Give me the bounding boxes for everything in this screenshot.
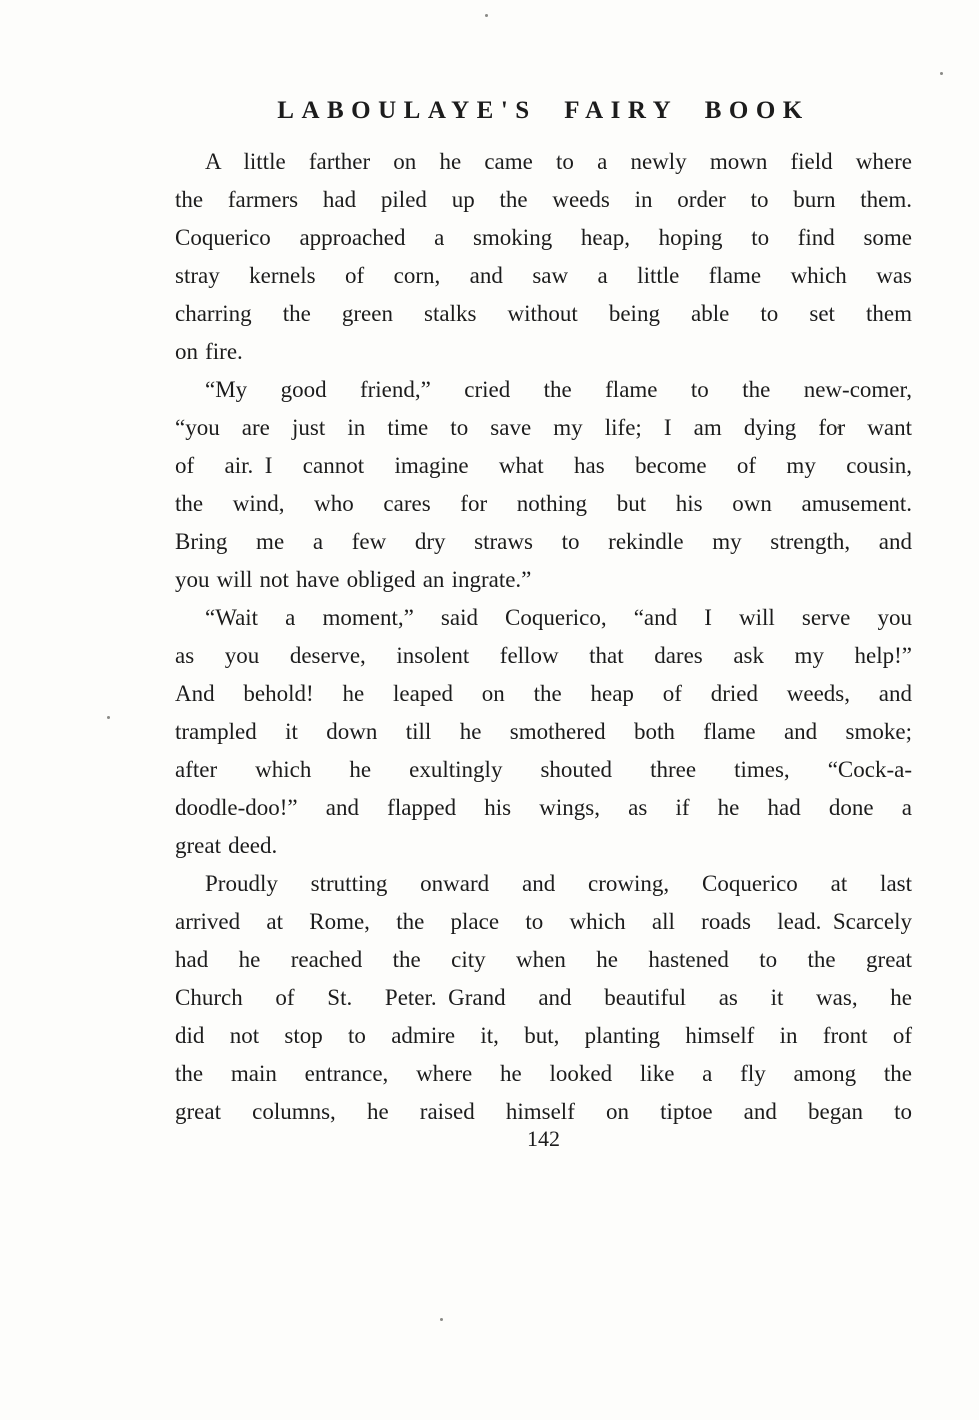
text-line: on fire. <box>175 339 243 364</box>
text-line: Proudly strutting onward and crowing, Coquerico at last <box>205 871 912 896</box>
text-line: “you are just in time to save my life; I am dying for want <box>175 415 912 440</box>
text-line: after which he exultingly shouted three times, “Cock-a- <box>175 757 912 782</box>
text-line: trampled it down till he smothered both flame and smoke; <box>175 719 912 744</box>
text-line: the farmers had piled up the weeds in order to burn them. <box>175 187 912 212</box>
text-line: A little farther on he came to a newly mown field where <box>205 149 912 174</box>
text-line: you will not have obliged an ingrate.” <box>175 567 532 592</box>
scan-speck <box>940 72 943 75</box>
text-line: Church of St. Peter. Grand and beautiful as it was, he <box>175 985 912 1010</box>
scan-speck <box>485 14 488 17</box>
text-line: charring the green stalks without being able to set them <box>175 301 912 326</box>
text-block <box>175 143 912 1131</box>
running-header: LABOULAYE'S FAIRY BOOK <box>277 97 810 124</box>
text-line: “Wait a moment,” said Coquerico, “and I will serve you <box>205 605 912 630</box>
text-line: Coquerico approached a smoking heap, hoping to find some <box>175 225 912 250</box>
text-line: doodle-doo!” and flapped his wings, as if he had done a <box>175 795 912 820</box>
text-line: “My good friend,” cried the flame to the new-comer, <box>205 377 912 402</box>
text-line: as you deserve, insolent fellow that dares ask my help!” <box>175 643 912 668</box>
text-line: did not stop to admire it, but, planting himself in front of <box>175 1023 912 1048</box>
text-line: had he reached the city when he hastened to the great <box>175 947 912 972</box>
scan-speck <box>440 1318 443 1321</box>
scan-speck <box>107 716 110 719</box>
text-line: And behold! he leaped on the heap of dried weeds, and <box>175 681 912 706</box>
text-line: of air. I cannot imagine what has become of my cousin, <box>175 453 912 478</box>
text-line: great columns, he raised himself on tiptoe and began to <box>175 1099 912 1124</box>
text-line: the main entrance, where he looked like a fly among the <box>175 1061 912 1086</box>
text-line: stray kernels of corn, and saw a little flame which was <box>175 263 912 288</box>
text-line: Bring me a few dry straws to rekindle my strength, and <box>175 529 912 554</box>
text-line: great deed. <box>175 833 278 858</box>
text-line: the wind, who cares for nothing but his own amusement. <box>175 491 912 516</box>
page-number: 142 <box>527 1126 560 1151</box>
text-line: arrived at Rome, the place to which all roads lead. Scarcely <box>175 909 912 934</box>
